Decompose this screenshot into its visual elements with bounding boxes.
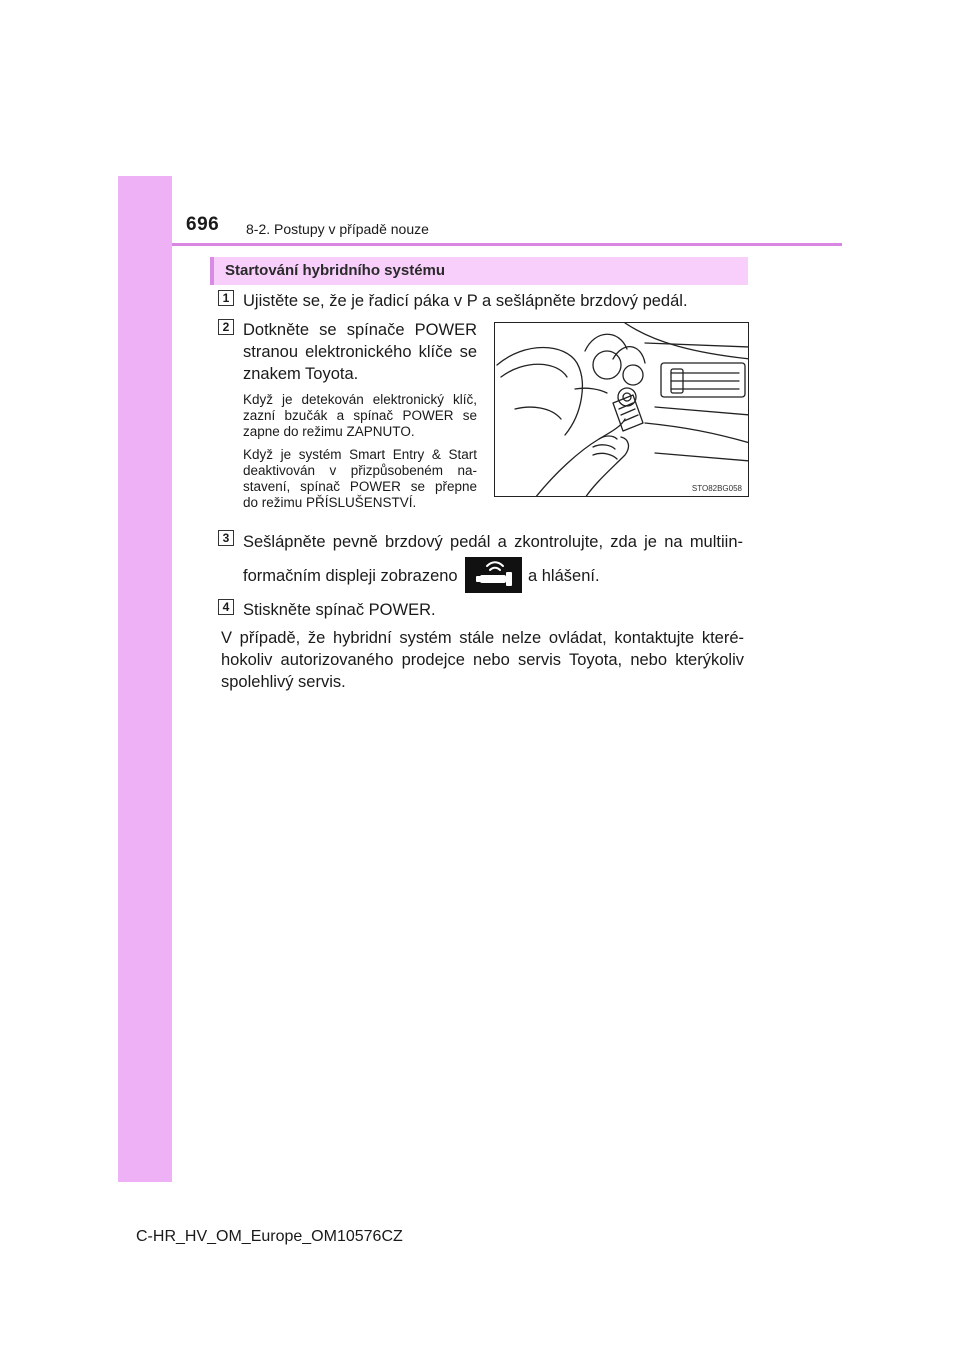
subsection-header	[210, 257, 748, 285]
step-4-text: Stiskněte spínač POWER.	[243, 601, 436, 619]
step-2-line-2: stranou elektronického klíče se	[243, 343, 477, 361]
step-2-note-2-line-3: stavení, spínač POWER se přepne	[243, 479, 477, 494]
step-number-3: 3	[218, 530, 234, 546]
dashboard-illustration-svg	[495, 323, 749, 497]
step-2-note-1-line-1: Když je detekován elektronický klíč,	[243, 392, 477, 407]
page-number: 696	[186, 214, 220, 235]
header-divider	[172, 243, 842, 246]
hand-pressing-power-switch-with-key-illustration	[494, 322, 749, 497]
closing-line-2: hokoliv autorizovaného prodejce nebo servis Toyota, nebo kterýkoliv	[221, 651, 744, 669]
step-3-line-2-after: a hlášení.	[528, 567, 600, 585]
subsection-title: Startování hybridního systému	[225, 262, 446, 279]
step-2-line-1: Dotkněte se spínače POWER	[243, 321, 477, 339]
electronic-key-icon	[465, 557, 522, 593]
step-number-2: 2	[218, 319, 234, 335]
step-2-note-2-line-2: deaktivován v přizpůsobeném na-	[243, 463, 477, 478]
step-2-note-2-line-4: do režimu PŘÍSLUŠENSTVÍ.	[243, 495, 417, 510]
step-2-note-1-line-2: zazní bzučák a spínač POWER se	[243, 408, 477, 423]
closing-line-3: spolehlivý servis.	[221, 673, 346, 691]
step-2-note-2-line-1: Když je systém Smart Entry & Start	[243, 447, 477, 462]
step-3-line-1: Sešlápněte pevně brzdový pedál a zkontrolujte, zda je na multiin-	[243, 533, 743, 551]
closing-line-1: V případě, že hybridní systém stále nelze ovládat, kontaktujte které-	[221, 629, 744, 647]
image-code: STO82BG058	[691, 484, 742, 493]
step-number-4: 4	[218, 599, 234, 615]
step-1-text: Ujistěte se, že je řadicí páka v P a sešlápněte brzdový pedál.	[243, 292, 688, 310]
chapter-sidebar-tab	[118, 176, 172, 1182]
electronic-key-icon-svg	[465, 557, 522, 593]
step-2-note-1-line-3: zapne do režimu ZAPNUTO.	[243, 424, 415, 439]
step-2-line-3: znakem Toyota.	[243, 365, 359, 383]
document-footer: C-HR_HV_OM_Europe_OM10576CZ	[136, 1228, 403, 1245]
step-3-line-2-before: formačním displeji zobrazeno	[243, 567, 458, 585]
section-title: 8-2. Postupy v případě nouze	[246, 221, 429, 237]
step-number-1: 1	[218, 290, 234, 306]
